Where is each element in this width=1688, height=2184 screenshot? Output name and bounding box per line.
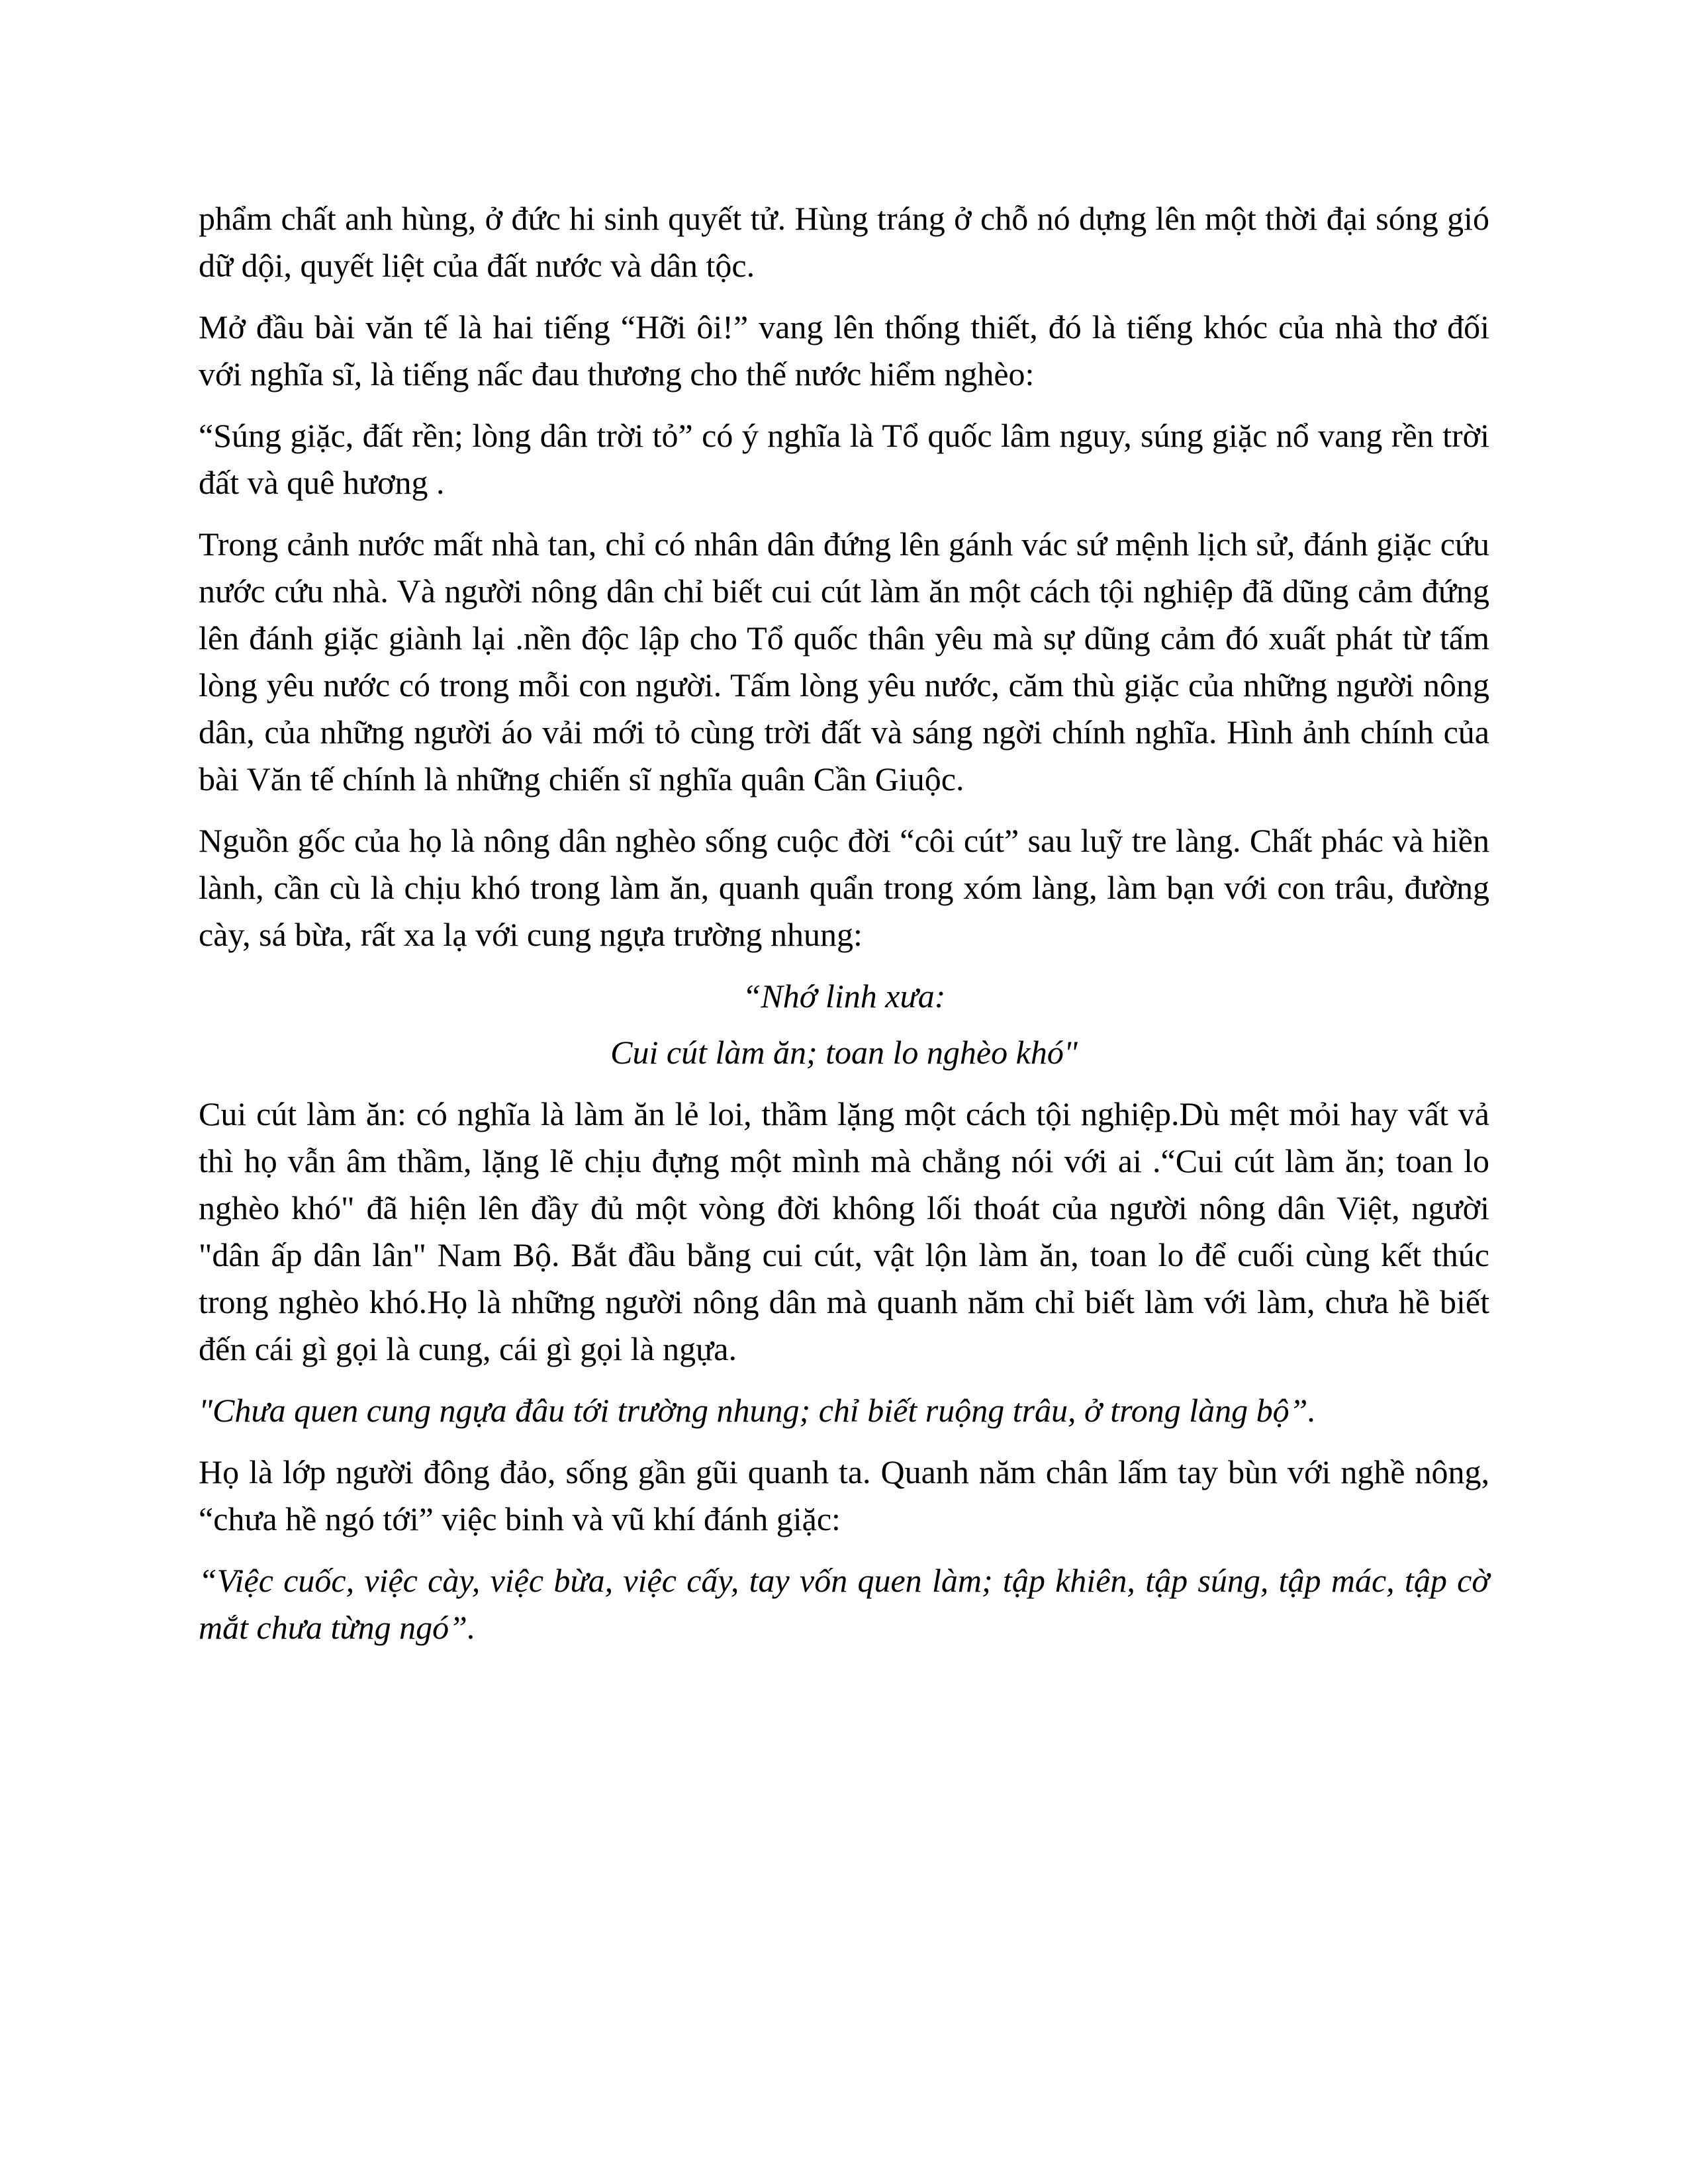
document-page: [199, 195, 1489, 1666]
quote-1: "Chưa quen cung ngựa đâu tới trường nhung; chỉ biết ruộng trâu, ở trong làng bộ”.: [199, 1392, 1316, 1429]
paragraph-6: Cui cút làm ăn: có nghĩa là làm ăn lẻ loi, thầm lặng một cách tội nghiệp.Dù mệt mỏi hay vất vả thì họ vẫn âm thầm, lặng lẽ chịu đựng một mình mà chẳng nói với ai .“Cui cút làm ăn; toan lo nghèo khó" đã hiện lên đầy đủ một vòng đời không lối thoát của người nông dân Việt, người "dân ấp dân lân" Nam Bộ. Bắt đầu bằng cui cút, vật lộn làm ăn, toan lo để cuối cùng kết thúc trong nghèo khó.Họ là những người nông dân mà quanh năm chỉ biết làm với làm, chưa hề biết đến cái gì gọi là cung, cái gì gọi là ngựa.: [199, 1095, 1489, 1367]
verse-line-1: “Nhớ linh xưa:: [742, 978, 946, 1015]
paragraph-4: Trong cảnh nước mất nhà tan, chỉ có nhân dân đứng lên gánh vác sứ mệnh lịch sử, đánh giặc cứu nước cứu nhà. Và người nông dân chỉ biết cui cút làm ăn một cách tội nghiệp đã dũng cảm đứng lên đánh giặc giành lại .nền độc lập cho Tổ quốc thân yêu mà sự dũng cảm đó xuất phát từ tấm lòng yêu nước có trong mỗi con người. Tấm lòng yêu nước, căm thù giặc của những người nông dân, của những người áo vải mới tỏ cùng trời đất và sáng ngời chính nghĩa. Hình ảnh chính của bài Văn tế chính là những chiến sĩ nghĩa quân Cần Giuộc.: [199, 525, 1489, 797]
verse-line-2: Cui cút làm ăn; toan lo nghèo khó": [610, 1034, 1078, 1071]
quote-2: “Việc cuốc, việc cày, việc bừa, việc cấy, tay vốn quen làm; tập khiên, tập súng, tập mác, tập cờ mắt chưa từng ngó”.: [199, 1562, 1489, 1646]
paragraph-7: Họ là lớp người đông đảo, sống gần gũi quanh ta. Quanh năm chân lấm tay bùn với nghề nông, “chưa hề ngó tới” việc binh và vũ khí đánh giặc:: [199, 1453, 1489, 1537]
paragraph-1: phẩm chất anh hùng, ở đức hi sinh quyết tử. Hùng tráng ở chỗ nó dựng lên một thời đại sóng gió dữ dội, quyết liệt của đất nước và dân tộc.: [199, 200, 1489, 284]
paragraph-5: Nguồn gốc của họ là nông dân nghèo sống cuộc đời “côi cút” sau luỹ tre làng. Chất phác và hiền lành, cần cù là chịu khó trong làm ăn, quanh quẩn trong xóm làng, làm bạn với con trâu, đường cày, sá bừa, rất xa lạ với cung ngựa trường nhung:: [199, 822, 1489, 953]
paragraph-3: “Súng giặc, đất rền; lòng dân trời tỏ” có ý nghĩa là Tổ quốc lâm nguy, súng giặc nổ vang rền trời đất và quê hương .: [199, 417, 1489, 501]
paragraph-2: Mở đầu bài văn tế là hai tiếng “Hỡi ôi!” vang lên thống thiết, đó là tiếng khóc của nhà thơ đối với nghĩa sĩ, là tiếng nấc đau thương cho thế nước hiểm nghèo:: [199, 308, 1489, 392]
